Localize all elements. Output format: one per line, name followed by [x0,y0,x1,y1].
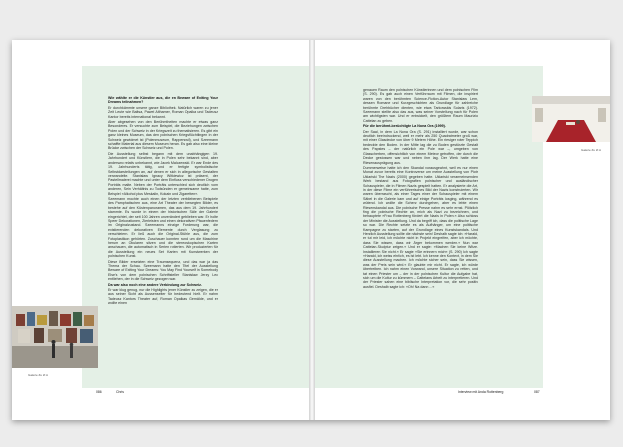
left-paragraph: Die Ausstellung selbst begann mit dem unabhängigen 19. Jahrhundert und Künstlern, die in Polen sehr bekannt sind, aber anderswo relativ unbekannt, wie Jacek Malczewski. Er war Ende des 19. Jahrhunderts tätig, und er fertigte symbolistische Selbstdarstellungen an, auf denen er sich in allegorische Gestalten verwandelte. Stanisław Ignacy Witkiewicz ist präsent, der Pastellmalerei machte und unter dem Einfluss verschiedener Drogen Porträts malte. Neben der Porträts unterschied sich deutlich vom anderen, Sein Verhältnis zu Todsünden er gemeinsame hatte, zum Beispiel »Alkohol plus Meskalin, Kokain und Zigaretten«. [108,151,218,196]
magazine-spread [12,40,610,420]
left-paragraph: Diese Bilder ersetzten eine Traumsequenz, und das war ja das Thema der Schau. Szeemann hatte den Titel der Ausstellung Beware of Exiting Your Dreams: You May Find Yourself in Somebody Else's von dem polnischen Schriftsteller Stanisław Jerzy Lec entliehen, der in die Schweiz gezogen war. [108,259,218,282]
right-text-column [363,88,478,384]
left-paragraph: Szeemann mochte auch einen der letzten verbliebenen Beispiele des Pamphatischen aus, eine Art Theater der bewegten Bilder, es bestehe auf den Küstenpanoramen, das aus dem 19. Jahrhundert stammte. Es wurde in einem der historischen Säle der Galerie eingerichtet, der seit 100 Jahren unverändert geblieben war. Er holte Speer Dekorationen, Zierleisten und einen dekorativen Pfauenfedern im Originalzustand. Szeemanns einzige Forderung war, die existierenden dekorativen Elemente durch Verglasung zu verschleiern. Er ließ auch die Original-Stühle aus, die zum Fotoplastikon gehörten. Zuschauer konnten rund um die Maschine herum an Okularen sitzen und die stereoskopischen Karten anschauen, die automatisch in Serien rotierten. Wir produzierten für die Ausstellung ein neues Set Karten mit Kunstwerken der polnischen Kunst. [108,196,218,259]
left-question-heading: Wie wählte er die Künstler aus, die en Beware of Exiting Your Dreams teilnahmen? [108,96,218,105]
installation-illustration-right [532,96,610,142]
page-number-right: 087 [534,390,540,394]
caption-left: Galerie Zu Zi A [28,373,49,377]
right-paragraph: Der Saal, in dem La Nona Ora (S. 291) installiert wurde, war schon deutlich beeindruckend, weil er mehr als 250 Quadratmeter groß war, mit einer Glasdecke von über 9 Metern Höhe. Ein riesiger roter Teppich bedeckte den Boden. In der Mitte lag die zu Boden gestürzte Gestalt des Papstes – der natürlich ein Pole war –, umgeben von Glasscherben, offensichtlich von einem Meteor getroffen, der durch die Decke gestossen war und neben ihm lag. Der Werk hatte eine Riesenausprägung aus. [363,129,478,165]
left-paragraph: Er durchkämmte unsere ganze Bibliothek. Natürlich waren zu jener Zeit Leute wie Baltsa, Pawel Althamer, Roman Opalka und Tadeusz Kantor bereits international bekannt. [108,105,218,119]
installation-photo-right [532,96,610,142]
right-question-heading: Für die berühmt-berüchtigte La Nona Ora (1999). [363,124,446,129]
page-gutter [309,40,315,420]
left-paragraph: Aber abgesehen von den Berühmtheiten machte er etwas ganz Besonderes. Er versuchte zum Beispiel, die Beziehungen zwischen Polen und der Schweiz in der Kriegszeit zu thematisieren. Es gibt ein ganz kleines Museum, das den polnischen Kriegsflüchtlingen in der Schweiz gewidmet ist (Polenmuseum, Rapperswil), und Szeemann schaffte Material aus diesem Museum heran. Es gab also eine kleine Brücke zwischen der Schweiz und Polen. [108,120,218,151]
right-paragraph: genauen Raum den polnischen Künstlerinnen und dem polnischen Film (S. 290). Es gab auch einen Verführraum mit Filmen, die inspiriert waren von den berühmten Science-Fiction-Autor Stanisław Lem, dessen Romane und Kurzgeschichten als Grundlage für zahlreiche berühmte Drehbücher dienten, wie etwa Tarkowskis Solaris (1972). Szeemann stellte also das aus, was seiner Vorstellung nach für Polen am wichtigsten war. Und er entwickelt, den größtem Raum Maurizio Cattelan zu geben. [363,88,478,123]
right-paragraph: Dummerweise hatte ich den Skandal vorausgeahnt, weil es nur einen Monat zuvor bereits eine Kontroverse um meine Ausstellung von Piotr Uklański The Nazis (2000) gegeben hatte. Uklański verarmeinsenden Werk bestand aus Fotografien polnischer und ausländischer Schauspieler, die in Filmen Nazis gespielt hatten. Er analysierte die Art, in der diese Filme ein verführerisches Bild der Nazis konstruierten. Wir waren überrascht, als einer Tages einer der Schauspieler mit einem Säbel in die Galerie kam und auf einige Porträts losging, während es wütend. Ich wollte die Scherz durchgehen, aber es lebte einen Riesenskandal aus. Die polnische Presse nahm es sehr ernst. Plötzlich fing die polnische Rechte an, mich als Nazi zu bezeichnen, und behauptete »Frau Rottenberg fördert die Nazis in Polen.« Also schloss der Minister die Ausstellung. Und da begriff ich, dass die politische Lage so war. Die Rechte setzte es als Aufhänger, um eine politische Kampagne zu starten, auf der Grundlage eines Kunstskandals. Und Herzlich Ausstellung sollte die nächste sein! Deshalb sagte ich: »Harald, er tut mir leid, ich möchte nicht in Projekt eingreifen, aber ich möchte, dass Sie wissen, dass wir Ärger bekommen werden.« Nun war Cattelan-Skulptur zeigen.« Und er sagte: »Machen Sie keine Witze. Installieren Sie nicht.« Er sagte »Sie erinnern mich« (S. 290) Ich sagte »Harald, ich weiss ehrlich, es ist lebt. Ich kenne den Kontext, in dem Sie diese Ausstellung machen. Ich möchte sicher sein, dass Sie wissen, was der Preis sein wird.« Er glaubte mir nicht. Er sagte, ich würde übertreiben. Ich nahm einen Vorwand, unsere Situation zu retten, und tat einen Priester um – der in der polnischen Kultur die Aufgabe hat, sich um die Kultur zu kümmern – Cattelans Arbeit zu interpretieren. Und der Priester sahen eine biblische Interpretation vor, die sehr positiv ausfiel. Deshalb sagte ich: »Oh! Na dann ...« [363,165,478,289]
gallery-photo-left [12,306,98,368]
caption-right: Galerie Zu Zi A [581,148,602,152]
page-number-left: 086 [96,390,102,394]
left-question-heading-2: Da war also noch eine andere Verbindung zur Schweiz. [108,282,202,287]
left-text-column [108,96,218,382]
gallery-illustration-left [12,306,98,368]
running-head-right: Interview mit Anda Rottenberg [458,390,504,394]
left-paragraph: Er war klug genug, nur die Highlights jener Künstler zu zeigen, die er aus seiner Sicht als Aussenseiter für bedeutend hielt. Er nahm Tadeusz Kantors Theater auf, Roman Opalkas Gemälde, und er wollte einen [108,288,218,306]
running-head-left: Chris [116,390,124,394]
